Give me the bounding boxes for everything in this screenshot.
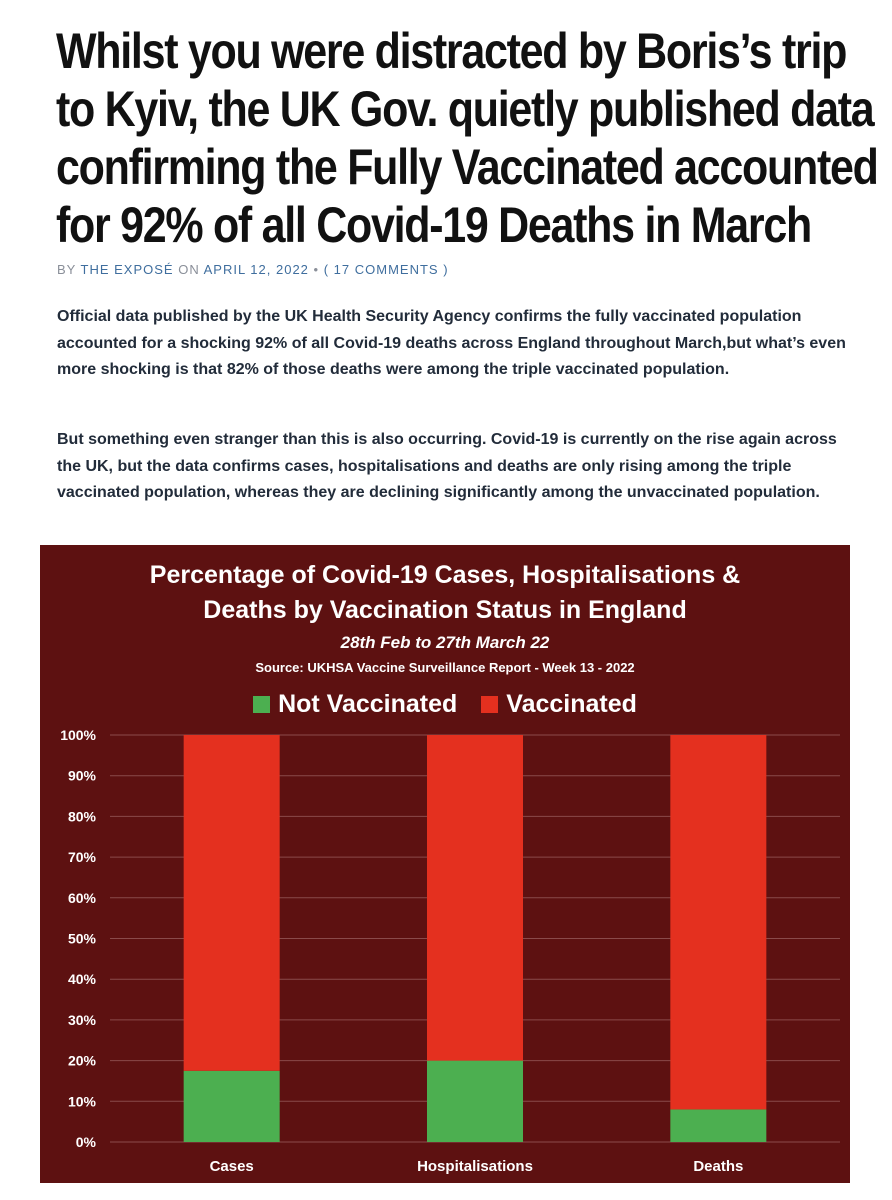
y-tick-label: 70% [67,849,96,866]
chart-panel [40,545,850,1183]
bar-segment-vaccinated [184,735,280,1071]
y-tick-label: 0% [75,1134,96,1150]
bar-segment-vaccinated [670,735,766,1109]
legend-label-vaccinated: Vaccinated [506,690,637,718]
y-tick-label: 100% [60,727,96,743]
headline-line: Whilst you were distracted by Boris’s trip [56,23,847,79]
byline-by: BY [57,262,77,277]
chart-source: Source: UKHSA Vaccine Surveillance Report - Week 13 - 2022 [255,660,635,675]
y-tick-label: 60% [67,889,96,906]
comments-link[interactable]: ( 17 COMMENTS ) [323,262,449,277]
headline-line: confirming the Fully Vaccinated accounted [56,139,878,195]
byline-separator: • [313,262,320,277]
chart-plot [40,545,850,1183]
legend-label-not-vaccinated: Not Vaccinated [278,690,458,718]
chart-title-line: Deaths by Vaccination Status in England [203,596,687,624]
headline [56,22,878,254]
author-link[interactable]: THE EXPOSÉ [80,262,174,277]
article-paragraph: Official data published by the UK Health Security Agency confirms the fully vaccinated population accounted for a shocking 92% of all Covid-19 deaths across England throughout March,but what’s even more shocking is that 82% of those deaths were among the triple vaccinated population. [57,308,846,378]
y-tick-label: 20% [67,1052,96,1069]
byline-on: ON [178,262,200,277]
date-link[interactable]: APRIL 12, 2022 [203,262,309,277]
y-tick-label: 80% [67,808,96,825]
bar-segment-vaccinated [427,735,523,1061]
x-tick-label: Hospitalisations [417,1158,533,1175]
y-tick-label: 90% [67,767,96,784]
y-tick-label: 40% [67,971,96,988]
y-tick-label: 50% [67,930,96,947]
x-tick-label: Cases [209,1158,254,1175]
bar-segment-not-vaccinated [184,1071,280,1142]
article-paragraph: But something even stranger than this is also occurring. Covid-19 is currently on the rise again across the UK, but the data confirms cases, hospitalisations and deaths are only rising among the triple vaccinated population, whereas they are declining significantly among the unvaccinated population. [57,431,837,501]
headline-line: for 92% of all Covid-19 Deaths in March [56,197,811,253]
y-tick-label: 30% [67,1011,96,1028]
bar-segment-not-vaccinated [670,1109,766,1142]
chart-subtitle: 28th Feb to 27th March 22 [340,633,550,652]
bar-segment-not-vaccinated [427,1061,523,1142]
x-tick-label: Deaths [693,1158,744,1175]
y-tick-label: 10% [67,1093,96,1110]
chart-title-line: Percentage of Covid-19 Cases, Hospitalisations & [149,561,741,589]
byline [57,262,449,277]
headline-line: to Kyiv, the UK Gov. quietly published data [56,81,874,137]
